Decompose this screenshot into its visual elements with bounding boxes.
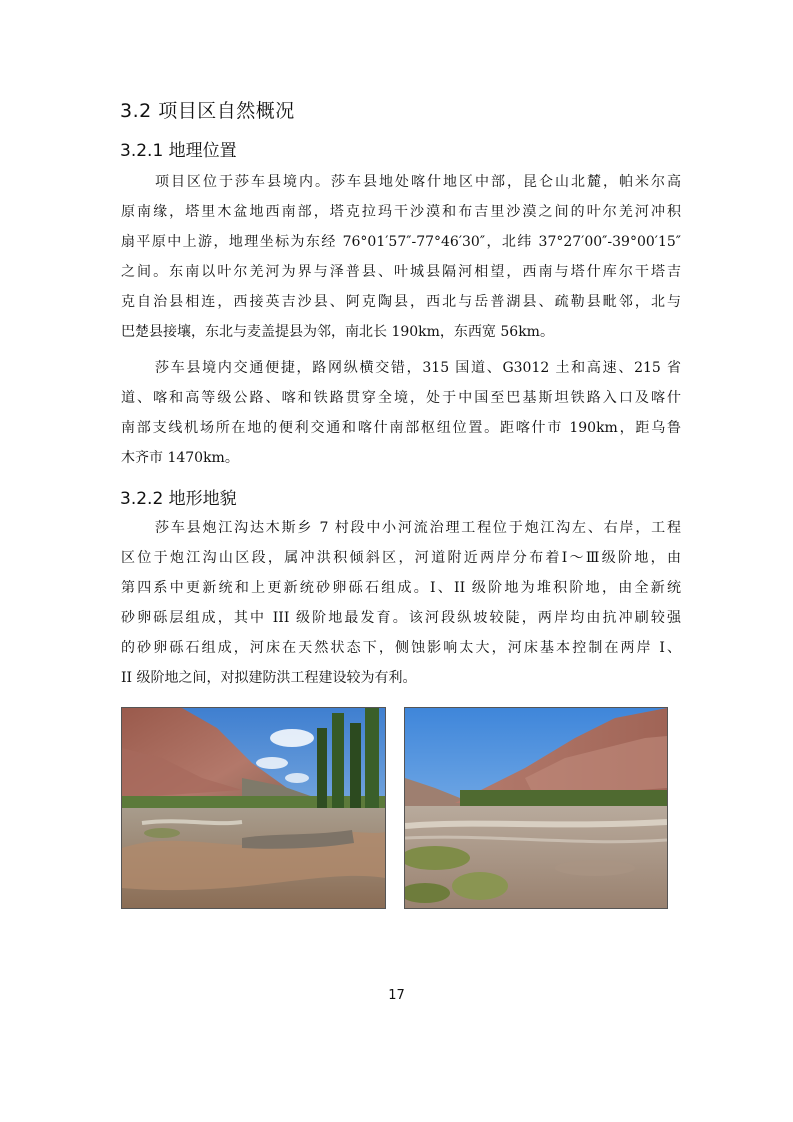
text-line: 第四系中更新统和上更新统砂卵砾石组成。I、II 级阶地为堆积阶地，由全新统 bbox=[121, 580, 681, 596]
text-line: II 级阶地之间，对拟建防洪工程建设较为有利。 bbox=[121, 670, 417, 686]
text-line: 南部支线机场所在地的便利交通和喀什南部枢纽位置。距喀什市 190km，距乌鲁 bbox=[121, 420, 681, 436]
paragraph-location-2 bbox=[121, 353, 681, 473]
paragraph-location-1 bbox=[121, 167, 681, 347]
text-line: 克自治县相连，西接英吉沙县、阿克陶县，西北与岳普湖县、疏勒县毗邻，北与 bbox=[121, 294, 681, 310]
subsection-title-location: 3.2.1 地理位置 bbox=[120, 141, 237, 161]
paragraph-terrain bbox=[121, 513, 681, 693]
text-line: 莎车县炮江沟达木斯乡 7 村段中小河流治理工程位于炮江沟左、右岸，工程 bbox=[155, 520, 681, 536]
text-line: 道、喀和高等级公路、喀和铁路贯穿全境，处于中国至巴基斯坦铁路入口及喀什 bbox=[121, 390, 681, 406]
text-line: 砂卵砾层组成，其中 III 级阶地最发育。该河段纵坡较陡，两岸均由抗冲刷较强 bbox=[121, 610, 681, 626]
section-title: 3.2 项目区自然概况 bbox=[120, 100, 295, 122]
text-line: 巴楚县接壤，东北与麦盖提县为邻，南北长 190km，东西宽 56km。 bbox=[121, 324, 554, 340]
page-number: 17 bbox=[388, 988, 405, 1003]
text-line: 项目区位于莎车县境内。莎车县地处喀什地区中部，昆仑山北麓，帕米尔高 bbox=[155, 174, 681, 190]
text-line: 之间。东南以叶尔羌河为界与泽普县、叶城县隔河相望，西南与塔什库尔干塔吉 bbox=[121, 264, 681, 280]
text-line: 原南缘，塔里木盆地西南部，塔克拉玛干沙漠和布吉里沙漠之间的叶尔羌河冲积 bbox=[121, 204, 681, 220]
text-line: 区位于炮江沟山区段，属冲洪积倾斜区，河道附近两岸分布着Ⅰ～Ⅲ级阶地，由 bbox=[121, 550, 681, 566]
river-photo-left bbox=[121, 707, 386, 909]
text-line: 扇平原中上游，地理坐标为东经 76°01′57″-77°46′30″，北纬 37°27′00″-39°00′15″ bbox=[121, 234, 681, 250]
text-line: 莎车县境内交通便捷，路网纵横交错，315 国道、G3012 土和高速、215 省 bbox=[155, 360, 681, 376]
subsection-title-terrain: 3.2.2 地形地貌 bbox=[120, 489, 237, 509]
text-line: 的砂卵砾石组成，河床在天然状态下，侧蚀影响太大，河床基本控制在两岸 I、 bbox=[121, 640, 681, 656]
text-line: 木齐市 1470km。 bbox=[121, 450, 239, 466]
river-photo-right bbox=[404, 707, 668, 909]
